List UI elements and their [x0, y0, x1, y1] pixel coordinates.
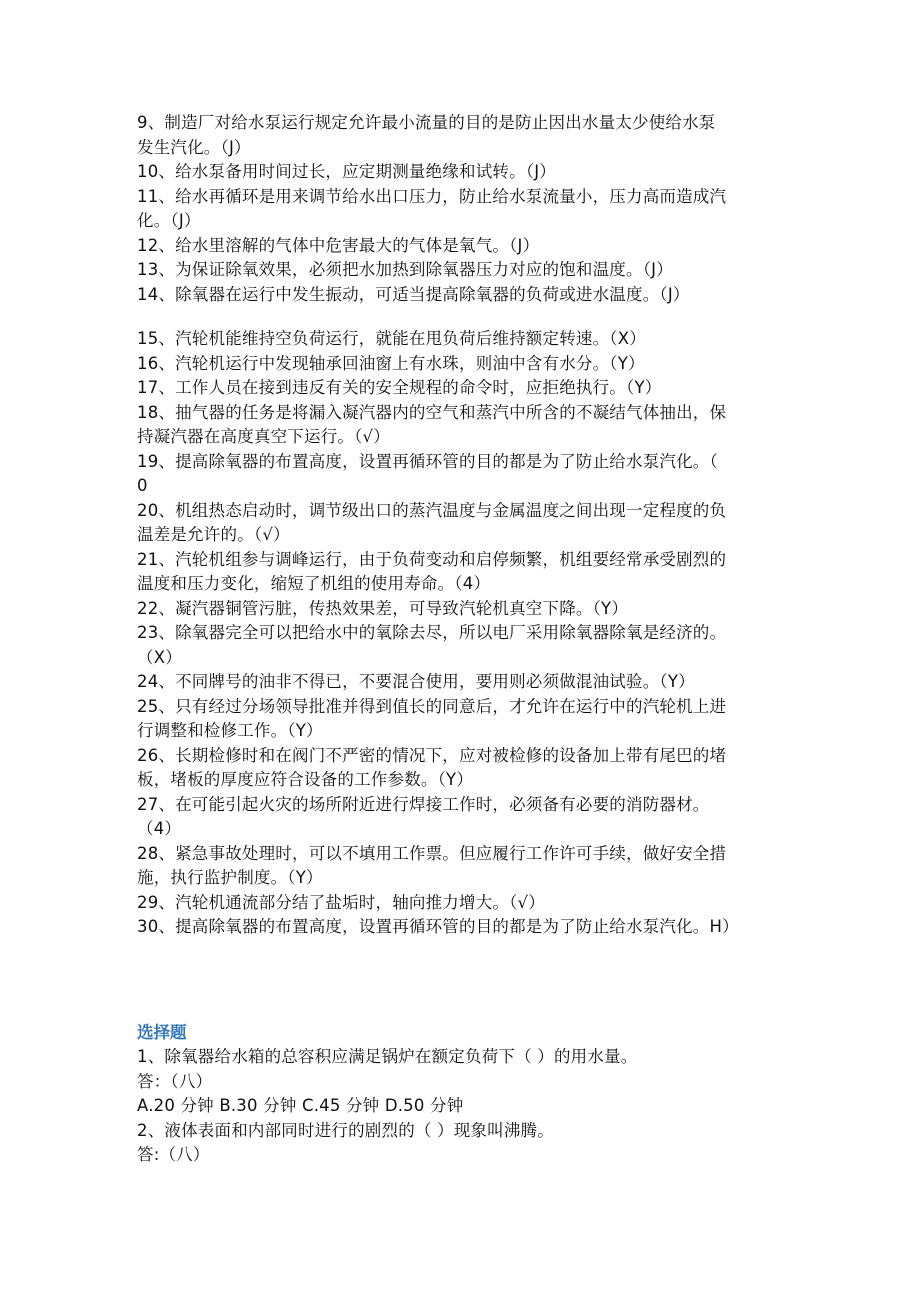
judgement-line: 发生汽化。（J）	[137, 137, 251, 157]
judgement-line: 12、给水里溶解的气体中危害最大的气体是氧气。（J）	[137, 235, 540, 255]
judgement-line: 29、汽轮机通流部分结了盐垢时，轴向推力增大。（√）	[137, 892, 545, 912]
choice-line: 答：（八）	[137, 1071, 213, 1091]
judgement-line: 9、制造厂对给水泵运行规定允许最小流量的目的是防止因出水量太少使给水泵	[137, 113, 716, 132]
judgement-line: 15、汽轮机能维持空负荷运行，就能在甩负荷后维持额定转速。（X）	[137, 329, 646, 348]
judgement-line: 19、提高除氧器的布置高度，设置再循环管的目的都是为了防止给水泵汽化。（	[137, 451, 718, 471]
section-heading: 选择题	[137, 1023, 187, 1042]
judgement-line: 14、除氧器在运行中发生振动，可适当提高除氧器的负荷或进水温度。（J）	[137, 284, 690, 304]
judgement-line: 13、为保证除氧效果，必须把水加热到除氧器压力对应的饱和温度。（J）	[137, 260, 673, 279]
judgement-line: 25、只有经过分场领导批准并得到值长的同意后，才允许在运行中的汽轮机上进	[137, 696, 727, 716]
judgement-line: 行调整和检修工作。（Y）	[137, 721, 323, 740]
judgement-line: 22、凝汽器铜管污脏，传热效果差，可导致汽轮机真空下降。（Y）	[137, 598, 629, 618]
judgement-group-1	[137, 111, 802, 307]
judgement-line: 20、机组热态启动时，调节级出口的蒸汽温度与金属温度之间出现一定程度的负	[137, 500, 727, 520]
judgement-line: 10、给水泵备用时间过长，应定期测量绝缘和试转。（J）	[137, 162, 557, 181]
judgement-line: 21、汽轮机组参与调峰运行，由于负荷变动和启停频繁，机组要经常承受剧烈的	[137, 549, 727, 569]
judgement-line: 温度和压力变化，缩短了机组的使用寿命。（4）	[137, 574, 491, 593]
judgement-line: 24、不同牌号的油非不得已，不要混合使用，要用则必须做混油试验。（Y）	[137, 672, 695, 691]
judgement-line: （4）	[137, 819, 182, 838]
judgement-line: 0	[137, 476, 148, 495]
judgement-line: 23、除氧器完全可以把给水中的氧除去尽，所以电厂采用除氧器除氧是经济的。	[137, 623, 727, 642]
judgement-line: 17、工作人员在接到违反有关的安全规程的命令时，应拒绝执行。（Y）	[137, 378, 662, 397]
judgement-line: 持凝汽器在高度真空下运行。（√）	[137, 427, 390, 446]
judgement-line: 26、长期检修时和在阀门不严密的情况下，应对被检修的设备加上带有尾巴的堵	[137, 745, 727, 765]
judgement-line: 温差是允许的。（√）	[137, 525, 290, 544]
judgement-line: 18、抽气器的任务是将漏入凝汽器内的空气和蒸汽中所含的不凝结气体抽出，保	[137, 402, 727, 422]
choice-line: 2、液体表面和内部同时进行的剧烈的（ ）现象叫沸腾。	[137, 1120, 554, 1140]
judgement-line: 30、提高除氧器的布置高度，设置再循环管的目的都是为了防止给水泵汽化。H）	[137, 917, 739, 936]
judgement-line: 16、汽轮机运行中发现轴承回油窗上有水珠，则油中含有水分。（Y）	[137, 353, 645, 373]
judgement-line: 28、紧急事故处理时，可以不填用工作票。但应履行工作许可手续，做好安全措	[137, 843, 727, 863]
choice-section	[137, 1021, 802, 1168]
choice-line: A.20 分钟 B.30 分钟 C.45 分钟 D.50 分钟	[137, 1096, 464, 1115]
judgement-group-2	[137, 327, 802, 940]
judgement-line: 11、给水再循环是用来调节给水出口压力，防止给水泵流量小，压力高而造成汽	[137, 186, 727, 206]
judgement-line: 施，执行监护制度。（Y）	[137, 868, 323, 887]
judgement-line: （X）	[137, 647, 182, 667]
judgement-line: 化。（J）	[137, 211, 201, 230]
choice-line: 答:（八）	[137, 1145, 210, 1164]
judgement-line: 27、在可能引起火灾的场所附近进行焊接工作时，必须备有必要的消防器材。	[137, 794, 710, 814]
choice-line: 1、除氧器给水箱的总容积应满足锅炉在额定负荷下（ ）的用水量。	[137, 1047, 638, 1066]
judgement-line: 板，堵板的厚度应符合设备的工作参数。（Y）	[137, 770, 474, 789]
